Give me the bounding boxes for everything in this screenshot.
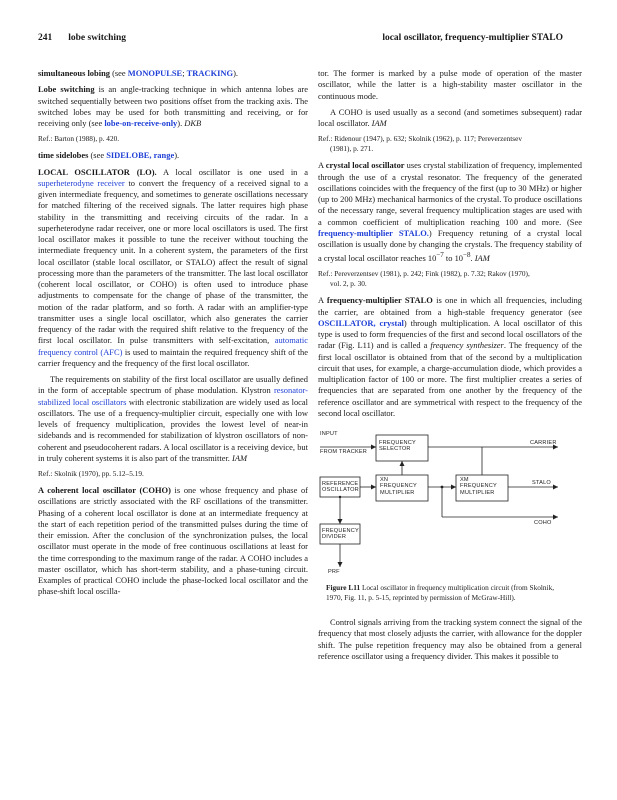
label-xn-multiplier: XN FREQUENCY MULTIPLIER xyxy=(380,477,417,496)
text: A local oscillator is one used in a xyxy=(156,166,308,177)
text: . xyxy=(470,253,475,264)
text: ) through multiplication. A local oscillator of this type is used to form frequencies of the first and second local oscillators of the radar (Fig. L11) and is called a xyxy=(318,317,582,351)
author-initials: IAM xyxy=(371,118,387,128)
arrow-coho xyxy=(553,515,558,520)
entry-coho xyxy=(38,485,308,598)
text: is used to maintain the required frequency shift of the carrier frequency and the frequency of the first local oscillator. xyxy=(38,346,308,368)
label-coho: COHO xyxy=(534,520,552,527)
page-number: 241 xyxy=(38,33,53,43)
junction-dot xyxy=(339,496,341,498)
text: uses crystal stabilization of frequency, implemented through the use of a crystal resonator. The frequency of the generated oscillations coincides with the frequency of the first (up to 30 MHz) or higher (up to 200 MHz) mechanical harmonics of the crystal. To produce oscillations of the necessary range, several frequency multiplication stages are used with a common coefficient of multiplication reaching 100 and more. (See xyxy=(318,160,582,227)
arrow-ref-to-divider xyxy=(338,519,343,524)
arrow-prf xyxy=(338,562,343,567)
link-lobe-on-receive-only[interactable]: lobe-on-receive-only xyxy=(104,118,178,128)
entry-frequency-multiplier-stalo xyxy=(318,295,582,419)
text: ) Frequency retuning of a crystal local oscillation is usually done by changing the crystals. The frequency stability of a crystal local oscillator reaches 10 xyxy=(318,227,582,264)
entry-time-sidelobes xyxy=(38,150,308,161)
text: Ref.: Ridenour (1947), p. 632; Skolnik (1962), p. 117; Pereverzentsev xyxy=(318,134,523,144)
reference xyxy=(318,134,582,154)
paragraph-coho-continued: tor. The former is marked by a pulse mode of operation of the master oscillator, while the latter is a high-stability master oscillator in the continuous mode. xyxy=(318,68,582,101)
text: A COHO is used usually as a second (and sometimes subsequent) radar local oscillator. xyxy=(318,106,582,128)
link-superheterodyne-receiver[interactable]: superheterodyne receiver xyxy=(38,177,125,188)
text: to 10 xyxy=(443,253,464,264)
link-tracking[interactable]: TRACKING xyxy=(186,68,234,78)
entry-lobe-switching xyxy=(38,84,308,129)
label-carrier: CARRIER xyxy=(530,440,557,447)
text: (see xyxy=(88,150,107,161)
text: (see xyxy=(109,68,128,78)
entry-local-oscillator xyxy=(38,167,308,370)
text: ; xyxy=(182,68,187,78)
author-initials: IAM xyxy=(232,452,248,463)
reference: Ref.: Barton (1988), p. 420. xyxy=(38,134,120,144)
term-frequency-multiplier-stalo: frequency-multiplier STALO xyxy=(326,295,433,306)
exponent: −8 xyxy=(463,251,471,260)
label-from-tracker: FROM TRACKER xyxy=(320,449,368,456)
term-crystal-local-oscillator: crystal local oscillator xyxy=(325,160,405,171)
link-oscillator-crystal[interactable]: OSCILLATOR, crystal xyxy=(318,317,404,328)
text: (1981), p. 271. xyxy=(330,144,374,154)
arrow-xn-to-xm xyxy=(451,485,456,490)
label-xm-multiplier: XM FREQUENCY MULTIPLIER xyxy=(460,477,497,496)
term-lobe-switching: Lobe switching xyxy=(38,84,95,95)
author-initials: IAM xyxy=(474,253,490,264)
link-afc[interactable]: automatic frequency control (AFC) xyxy=(38,335,308,357)
text: . The frequency of the first local oscillator is obtained from that of the second by a multiplication circuit that uses, for example, a charge-accumulation diode, which provides a multiplication factor of 100 or more. The first multiplier creates a series of frequencies that are separated from one another by the frequency of the reference oscillator and are symmetrical with respect to the frequency of the second local oscillator. xyxy=(318,340,583,418)
author-initials: DKB xyxy=(184,118,202,128)
italic-term: frequency synthesizer xyxy=(430,340,504,351)
arrow-stalo xyxy=(553,485,558,490)
exponent: −7 xyxy=(436,251,444,260)
text: with electronic stabilization are widely used as local oscillators. The use of a frequency-multiplier circuit, especially one with low levels of frequency multiplication, provides the lowest level of near-in sidebands and is recommended for stabilization of klystron oscillators of non-coherent and pseudocoherent radars. A local oscillator is a receiving device, but in truly coherent systems it is also part of the transmitter. xyxy=(38,396,308,463)
term-local-oscillator: LOCAL OSCILLATOR (LO). xyxy=(38,166,157,177)
junction-dot xyxy=(441,486,444,489)
text: is one whose frequency and phase of oscillations are strictly associated with the RF oscillations of the transmitter. Phasing of a coherent local oscillator is done at an intermediate frequency at the start of each repetition period of the transmitted pulses during the time of their emission. After the conclusion of the synchronization pulses, the local oscillator must operate in the mode of free continuous oscillations at least for the time corresponding to the maximum range of the radar. A COHO includes a master oscillator, which has short-term stability, and a phase-tuning circuit. Examples of practical COHO include the phase-locked local oscillator and the phase-shift local oscilla- xyxy=(38,485,308,597)
label-frequency-selector: FREQUENCY SELECTOR xyxy=(379,440,416,453)
text: to convert the frequency of a received signal to a given intermediate frequency, and sometimes to generate oscillations necessary for matched filtering of the received signals. The latter requires high phase stability in the transmitting and receiving circuits of the radar. In a superheterodyne radar receiver, one or more local oscillators is used. The first local oscillator makes it possible to tune the receiver without touching the intermediate frequency unit. In a coherent system, the parameters of the first local oscillator (stable local oscillator, or STALO) affect the result of signal processing more than the parameters of the transmitter. The last local oscillator (coherent local oscillator, or COHO) is often used to introduce phase adjustments to compensate for the change of phase of the transmitter, the motion of the radar platform, and so forth. A radar with an amplifier-type transmitter uses a single local oscillator, which also generates the carrier frequency of the radar with the required shift relative to the frequency of the first local oscillator. In pulse transmitters with self-excitation, xyxy=(38,177,308,346)
paragraph-requirements xyxy=(38,374,308,464)
caption-label: Figure L11 xyxy=(326,583,361,593)
link-sidelobe-range[interactable]: SIDELOBE, range xyxy=(106,150,175,161)
label-frequency-divider: FREQUENCY DIVIDER xyxy=(322,528,359,541)
term-coho: A coherent local oscillator (COHO) xyxy=(38,485,171,495)
text: A xyxy=(318,160,326,171)
left-column xyxy=(38,68,308,603)
label-prf: PRF xyxy=(328,569,340,576)
text: vol. 2, p. 30. xyxy=(330,279,367,289)
arrow-xn-to-selector xyxy=(400,461,405,466)
link-resonator-stabilized[interactable]: resonator-stabilized local oscillators xyxy=(38,385,308,407)
reference xyxy=(318,269,582,289)
figure-caption xyxy=(326,583,562,603)
term-simultaneous-lobing: simultaneous lobing xyxy=(38,68,110,78)
paragraph-coho-usage xyxy=(318,107,582,130)
header-left-term: lobe switching xyxy=(68,33,127,43)
link-frequency-multiplier-stalo[interactable]: frequency-multiplier STALO. xyxy=(318,227,429,238)
text: Local oscillator in frequency multiplication circuit (from Skolnik, 1970, Fig. 11, p. 5-15, reprinted by permission of McGraw-Hill). xyxy=(326,583,555,603)
text: is an angle-tracking technique in which antenna lobes are switched sequentially between two positions offset from the tracking axis. The switched lobes may be used for both transmitting and receiving, or for receiving only (see xyxy=(38,84,308,128)
text: ). xyxy=(233,68,238,78)
arrow-ref-to-xn xyxy=(371,485,376,490)
right-column xyxy=(318,68,582,667)
running-header-left xyxy=(38,33,126,43)
text: Ref.: Pereverzentsev (1981), p. 242; Fink (1982), p. 7.32; Rakov (1970), xyxy=(318,269,530,279)
arrow-input xyxy=(371,445,376,450)
link-monopulse[interactable]: MONOPULSE xyxy=(127,68,183,78)
text: ). xyxy=(174,150,180,161)
term-time-sidelobes: time sidelobes xyxy=(38,150,89,161)
paragraph-control-signals: Control signals arriving from the tracking system connect the signal of the frequency that most closely adjusts the carrier, with allowance for the doppler shift. The pulse repetition frequency may also be obtained from a general reference oscillator using a frequency divider. This makes it possible to xyxy=(318,617,582,661)
label-reference-oscillator: REFERENCE OSCILLATOR xyxy=(322,481,359,494)
text: is one in which all frequencies, including the carrier, are obtained from a high-stable frequency generator (see xyxy=(318,295,582,317)
reference: Ref.: Skolnik (1970), pp. 5.12–5.19. xyxy=(38,469,144,478)
label-input: INPUT xyxy=(320,431,338,438)
text: ). xyxy=(177,118,185,128)
label-stalo: STALO xyxy=(532,480,551,487)
text: A xyxy=(318,295,327,306)
figure-l11-diagram xyxy=(318,429,578,577)
entry-crystal-local-oscillator xyxy=(318,160,582,264)
running-header-right: local oscillator, frequency-multiplier STALO xyxy=(382,33,563,43)
text: The requirements on stability of the first local oscillator are usually defined in the form of acceptable spectrum of phase modulation. Klystron xyxy=(38,374,308,396)
entry-simultaneous-lobing xyxy=(38,68,308,79)
